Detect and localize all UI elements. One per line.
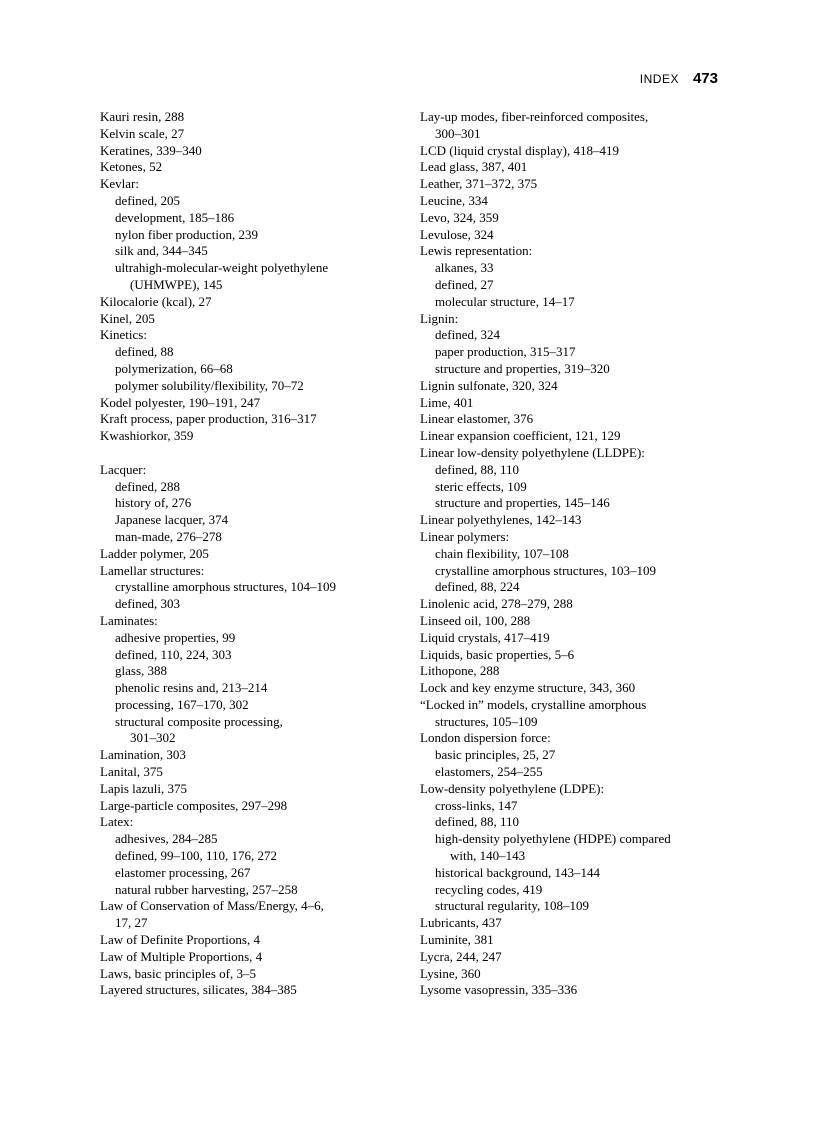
- index-entry: Linear polyethylenes, 142–143: [420, 512, 582, 528]
- index-entry: Lysine, 360: [420, 965, 481, 981]
- index-subentry: processing, 167–170, 302: [115, 696, 249, 712]
- index-entry: Low-density polyethylene (LDPE):: [420, 780, 605, 796]
- index-entry: Linear low-density polyethylene (LLDPE):: [420, 444, 645, 460]
- index-subentry: nylon fiber production, 239: [115, 226, 258, 242]
- index-subentry: high-density polyethylene (HDPE) compared: [435, 831, 671, 847]
- index-entry: Kinetics:: [100, 327, 147, 343]
- index-entry: Linolenic acid, 278–279, 288: [420, 596, 573, 612]
- index-subentry: steric effects, 109: [435, 478, 527, 494]
- index-subentry: defined, 88, 110: [435, 814, 519, 830]
- index-entry: Law of Definite Proportions, 4: [100, 932, 260, 948]
- index-entry: Lay-up modes, fiber-reinforced composites,: [420, 109, 649, 124]
- index-entry: Lysome vasopressin, 335–336: [420, 982, 578, 998]
- index-entry-continuation: (UHMWPE), 145: [130, 276, 223, 292]
- index-entry: Lead glass, 387, 401: [420, 159, 528, 175]
- index-subentry: phenolic resins and, 213–214: [115, 680, 268, 696]
- index-subentry: adhesive properties, 99: [115, 629, 236, 645]
- index-subentry: polymer solubility/flexibility, 70–72: [115, 377, 304, 393]
- index-entry: Kilocalorie (kcal), 27: [100, 293, 212, 309]
- index-subentry: defined, 88, 110: [435, 461, 519, 477]
- index-subentry: crystalline amorphous structures, 104–109: [115, 579, 336, 595]
- index-entry: Kauri resin, 288: [100, 109, 185, 124]
- index-entry: Lanital, 375: [100, 764, 163, 780]
- index-subentry: structure and properties, 145–146: [435, 495, 610, 511]
- index-subentry: elastomers, 254–255: [435, 764, 543, 780]
- index-entry: LCD (liquid crystal display), 418–419: [420, 142, 619, 158]
- index-entry: Lewis representation:: [420, 243, 533, 259]
- index-entry-continuation: 17, 27: [115, 915, 148, 931]
- index-subentry: defined, 110, 224, 303: [115, 646, 232, 662]
- index-entry: Luminite, 381: [420, 932, 494, 948]
- index-entry: Lacquer:: [100, 461, 147, 477]
- index-subentry: defined, 99–100, 110, 176, 272: [115, 848, 277, 864]
- index-subentry: structure and properties, 319–320: [435, 360, 610, 376]
- index-entry: Lamination, 303: [100, 747, 186, 763]
- index-entry-continuation: structures, 105–109: [435, 713, 538, 729]
- index-subentry: elastomer processing, 267: [115, 864, 251, 880]
- index-entry: Lignin sulfonate, 320, 324: [420, 377, 558, 393]
- index-entry-continuation: 300–301: [435, 125, 481, 141]
- index-subentry: structural composite processing,: [115, 713, 283, 729]
- index-entry: Keratines, 339–340: [100, 142, 202, 158]
- index-entry: Leucine, 334: [420, 192, 488, 208]
- index-entry: Kodel polyester, 190–191, 247: [100, 394, 261, 410]
- letter-group-gap: [100, 445, 400, 462]
- index-entry: Law of Multiple Proportions, 4: [100, 948, 263, 964]
- index-subentry: defined, 88, 224: [435, 579, 520, 595]
- index-entry: Kelvin scale, 27: [100, 125, 185, 141]
- index-entry: Lime, 401: [420, 394, 474, 410]
- index-entry: Linear expansion coefficient, 121, 129: [420, 428, 621, 444]
- index-entry: Kwashiorkor, 359: [100, 428, 194, 444]
- index-entry: Layered structures, silicates, 384–385: [100, 982, 297, 998]
- index-entry-continuation: with, 140–143: [450, 848, 526, 864]
- index-subentry: defined, 288: [115, 478, 180, 494]
- index-subentry: silk and, 344–345: [115, 243, 208, 259]
- index-entry: Levo, 324, 359: [420, 209, 499, 225]
- index-entry: Linear elastomer, 376: [420, 411, 534, 427]
- index-entry: Lapis lazuli, 375: [100, 780, 188, 796]
- index-subentry: natural rubber harvesting, 257–258: [115, 881, 298, 897]
- index-entry-continuation: 301–302: [130, 730, 176, 746]
- index-subentry: alkanes, 33: [435, 260, 494, 276]
- index-subentry: molecular structure, 14–17: [435, 293, 575, 309]
- index-entry: Lubricants, 437: [420, 915, 502, 931]
- index-subentry: development, 185–186: [115, 209, 235, 225]
- index-subentry: defined, 205: [115, 192, 180, 208]
- index-column-left: [100, 109, 400, 999]
- header-label: INDEX: [639, 72, 679, 86]
- index-entry: Lignin:: [420, 310, 459, 326]
- index-subentry: historical background, 143–144: [435, 864, 600, 880]
- index-entry: Ketones, 52: [100, 159, 163, 175]
- index-entry: Laminates:: [100, 612, 158, 628]
- index-column-right: [420, 109, 730, 999]
- index-entry: Lycra, 244, 247: [420, 948, 502, 964]
- index-subentry: defined, 303: [115, 596, 180, 612]
- index-entry: Liquid crystals, 417–419: [420, 629, 550, 645]
- index-subentry: defined, 324: [435, 327, 500, 343]
- index-entry: Latex:: [100, 814, 134, 830]
- index-subentry: structural regularity, 108–109: [435, 898, 590, 914]
- index-subentry: Japanese lacquer, 374: [115, 512, 229, 528]
- index-entry: Linear polymers:: [420, 528, 510, 544]
- index-entry: Kinel, 205: [100, 310, 155, 326]
- index-entry: Ladder polymer, 205: [100, 545, 209, 561]
- index-subentry: defined, 27: [435, 276, 494, 292]
- index-entry: Laws, basic principles of, 3–5: [100, 965, 256, 981]
- index-subentry: recycling codes, 419: [435, 881, 543, 897]
- index-entry: Large-particle composites, 297–298: [100, 797, 288, 813]
- index-entry: Kraft process, paper production, 316–317: [100, 411, 317, 427]
- index-entry: Leather, 371–372, 375: [420, 176, 538, 192]
- index-entry: Linseed oil, 100, 288: [420, 612, 531, 628]
- index-subentry: man-made, 276–278: [115, 528, 222, 544]
- index-subentry: adhesives, 284–285: [115, 831, 218, 847]
- running-header: [640, 70, 718, 87]
- index-subentry: crystalline amorphous structures, 103–109: [435, 562, 656, 578]
- index-entry: Kevlar:: [100, 176, 139, 192]
- index-entry: Levulose, 324: [420, 226, 494, 242]
- index-subentry: cross-links, 147: [435, 797, 518, 813]
- index-subentry: paper production, 315–317: [435, 344, 576, 360]
- index-subentry: basic principles, 25, 27: [435, 747, 556, 763]
- index-subentry: glass, 388: [115, 663, 167, 679]
- index-entry: London dispersion force:: [420, 730, 551, 746]
- index-subentry: defined, 88: [115, 344, 174, 360]
- index-subentry: ultrahigh-molecular-weight polyethylene: [115, 260, 329, 276]
- index-entry: Lamellar structures:: [100, 562, 205, 578]
- index-entry: Lock and key enzyme structure, 343, 360: [420, 680, 636, 696]
- index-subentry: chain flexibility, 107–108: [435, 545, 569, 561]
- index-entry: Law of Conservation of Mass/Energy, 4–6,: [100, 898, 324, 914]
- index-entry: “Locked in” models, crystalline amorphous: [420, 696, 647, 712]
- index-entry: Lithopone, 288: [420, 663, 500, 679]
- index-entry: Liquids, basic properties, 5–6: [420, 646, 575, 662]
- page-number: 473: [692, 70, 718, 87]
- index-subentry: history of, 276: [115, 495, 192, 511]
- index-subentry: polymerization, 66–68: [115, 360, 233, 376]
